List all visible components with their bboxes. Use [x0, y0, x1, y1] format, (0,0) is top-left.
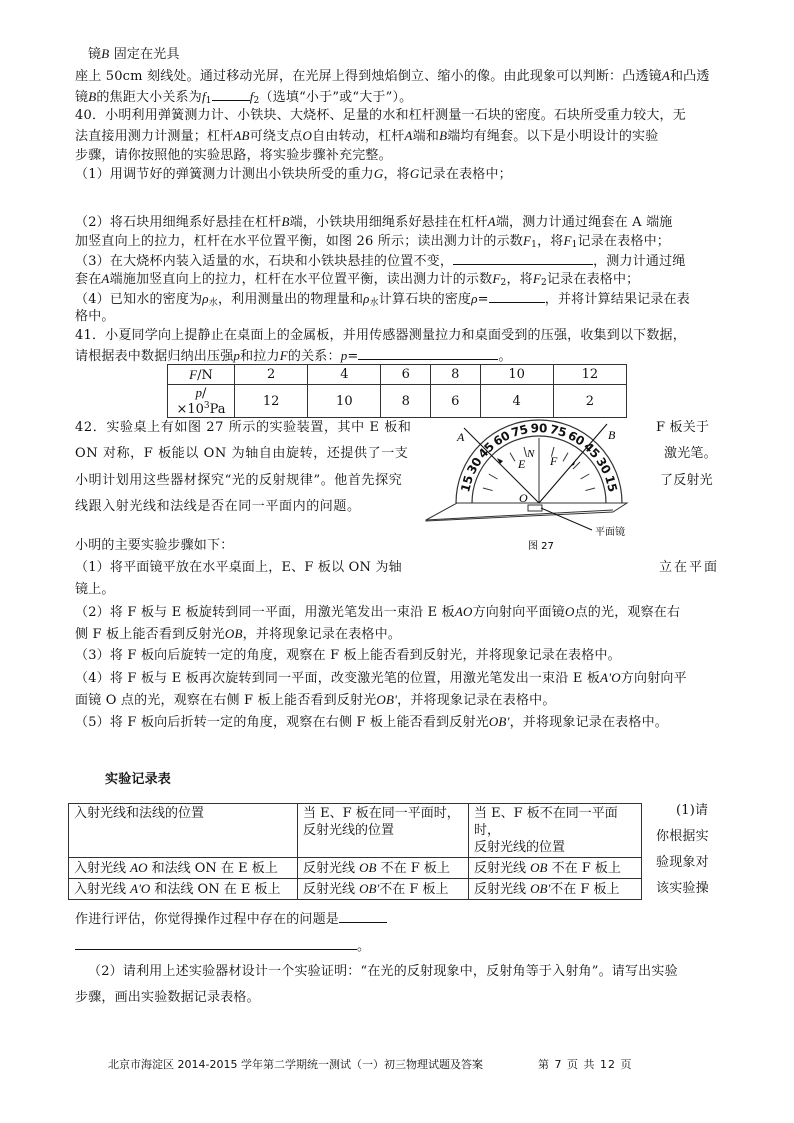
side-text-1: (1)请: [676, 803, 709, 818]
table-row: [69, 879, 642, 900]
q42-step2-line1: （2）将 F 板与 E 板旋转到同一平面，用激光笔发出一束沿 E 板AO方向射向平面镜O点的光，观察在右: [75, 604, 681, 620]
protractor-scale-label: 45: [580, 439, 603, 462]
table-cell: 12: [553, 365, 626, 385]
q42-stem-line2-right: 激光笔。: [664, 446, 717, 461]
q42-step1-right: 立在平面: [659, 560, 720, 575]
table-row: [69, 858, 642, 879]
header-incident-position: 入射光线和法线的位置: [69, 804, 298, 858]
protractor-scale-label: 60: [565, 428, 587, 449]
label-E: E: [518, 457, 526, 471]
q40-step3-line1: （3）在大烧杯内装入适量的水，石块和小铁块悬挂的位置不变， ，测力计通过绳: [75, 254, 686, 269]
q42-step3: （3）将 F 板向后旋转一定的角度，观察在 F 板上能否看到反射光，并将现象记录在表格中。: [75, 648, 621, 663]
q42-stem-line3-right: 了反射光: [660, 473, 713, 488]
side-text-3: 验现象对: [656, 855, 709, 870]
protractor-tick: [483, 488, 493, 491]
q40-step2-line1: （2）将石块用细绳系好悬挂在杠杆B端，小铁块用细绳系好悬挂在杠杆A端，测力计通过绳套在 A 端施: [75, 214, 673, 230]
evaluation-line2: 。: [75, 937, 370, 955]
protractor-tick: [585, 488, 595, 491]
table-cell: 4: [480, 385, 553, 418]
protractor-scale-label: 45: [475, 439, 498, 462]
experiment-record-table: [68, 803, 642, 900]
answer-blank[interactable]: [453, 252, 593, 265]
q40-step4-line1: （4）已知水的密度为$\rho_水$，利用测量出的物理量和$\rho_水$计算石块的密度ρ= ，并将计算结果记录在表: [75, 291, 690, 308]
mirror-label: 平面镜: [595, 527, 625, 538]
table-header-row: [69, 804, 642, 858]
table-cell: 反射光线 OB 不在 F 板上: [298, 858, 469, 879]
record-table-title: 实验记录表: [105, 772, 172, 787]
header-different-plane: 当 E、F 板不在同一平面时， 反射光线的位置: [469, 804, 642, 858]
answer-blank[interactable]: [75, 937, 357, 950]
protractor-scale-label: 75: [509, 422, 530, 440]
protractor-scale-label: 30: [593, 455, 614, 477]
q42-stem-line1-right: F 板关于: [656, 420, 710, 435]
table-cell: 12: [235, 385, 308, 418]
q42-stem-line1: 42．实验桌上有如图 27 所示的实验装置，其中 E 板和: [75, 420, 412, 435]
table-cell: 2: [553, 385, 626, 418]
table-cell: 反射光线 OB 不在 F 板上: [469, 858, 642, 879]
protractor-scale-label: 90: [530, 421, 548, 436]
figure-27-reflection-apparatus: [420, 410, 660, 555]
q42-step1: （1）将平面镜平放在水平桌面上，E、F 板以 ON 为轴: [75, 560, 402, 575]
label-B: B: [608, 428, 616, 442]
figure-caption: 图 27: [528, 541, 554, 552]
q41-stem-line2: 请根据表中数据归纳出压强p和拉力F的关系：p= 。: [75, 348, 512, 364]
side-text-4: 该实验操: [656, 881, 709, 896]
arrow-icon: [497, 458, 503, 464]
protractor-scale-label: 30: [464, 455, 485, 477]
q42-step5: （5）将 F 板向后折转一定的角度，观察在右侧 F 板上能否看到反射光OB'，并将现象记录在表格中。: [75, 714, 668, 730]
q42-step4-line2: 面镜 O 点的光，观察在右侧 F 板上能否看到反射光OB'，并将现象记录在表格中。: [75, 692, 556, 708]
plane-mirror: [528, 505, 542, 511]
protractor-tick: [581, 474, 590, 479]
protractor-scale-label: 75: [548, 422, 569, 440]
protractor-tick: [498, 462, 505, 469]
label-F: F: [550, 454, 558, 468]
q42-steps-intro: 小明的主要实验步骤如下：: [75, 538, 234, 553]
q40-step1: （1）用调节好的弹簧测力计测出小铁块所受的重力G，将G记录在表格中；: [75, 166, 512, 182]
table-cell: 入射光线 AO 和法线 ON 在 E 板上: [69, 858, 298, 879]
q42-step1-line2: 镜上。: [75, 582, 115, 597]
table-cell: 6: [381, 365, 431, 385]
q40-step3-line2: 套在A端施加竖直向上的拉力，杠杆在水平位置平衡，读出测力计的示数$F_2$，将$F_2$记录在表格中；: [75, 271, 640, 288]
q42-part2-line1: （2）请利用上述实验器材设计一个实验证明：“在光的反射现象中，反射角等于入射角”。请写出实验: [88, 964, 678, 979]
table-cell: 2: [235, 365, 308, 385]
q41-stem-line1: 41．小夏同学向上提静止在桌面上的金属板，并用传感器测量拉力和桌面受到的压强，收集到以下数据，: [75, 328, 686, 343]
table-row: [168, 365, 627, 385]
q42-step2-line2: 侧 F 板上能否看到反射光OB，并将现象记录在表格中。: [75, 626, 402, 642]
table-cell: 4: [308, 365, 381, 385]
table-cell: 反射光线 OB'不在 F 板上: [469, 879, 642, 900]
q42-step4-line1: （4）将 F 板与 E 板再次旋转到同一平面，改变激光笔的位置，用激光笔发出一束沿 E 板A'O方向射向平: [75, 670, 687, 686]
line-continued-1: 镜B 固定在光具: [88, 46, 180, 62]
label-A: A: [457, 430, 465, 444]
answer-blank[interactable]: [339, 910, 387, 923]
table-cell: 6: [430, 385, 480, 418]
protractor-tick: [489, 474, 498, 479]
table-cell: 入射光线 A'O 和法线 ON 在 E 板上: [69, 879, 298, 900]
q40-stem-line2: 法直接用测力计测量；杠杆AB可绕支点O自由转动，杠杆A端和B端均有绳套。以下是小明设计的实验: [75, 128, 659, 144]
q40-stem-line3: 步骤，请你按照他的实验思路，将实验步骤补充完整。: [75, 148, 392, 163]
q42-part2-line2: 步骤，画出实验数据记录表格。: [75, 990, 260, 1005]
header-same-plane: 当 E、F 板在同一平面时， 反射光线的位置: [298, 804, 469, 858]
line-continued-2: 座上 50cm 刻线处。通过移动光屏，在光屏上得到烛焰倒立、缩小的像。由此现象可以判断：凸透镜A和凸透: [75, 68, 710, 84]
protractor-scale-label: 15: [458, 473, 476, 494]
q42-stem-line2: ON 对称，F 板能以 ON 为轴自由旋转，还提供了一支: [75, 446, 409, 461]
table-cell: 8: [430, 365, 480, 385]
footer-title: 北京市海淀区 2014-2015 学年第二学期统一测试（一）初三物理试题及答案: [108, 1058, 483, 1071]
table-cell: 8: [381, 385, 431, 418]
protractor-tick: [510, 453, 515, 462]
row-header-pressure: $p/\times 10^3Pa$: [168, 385, 235, 418]
footer-page-number: 第 7 页 共 12 页: [538, 1058, 633, 1071]
line-continued-3: 镜B的焦距大小关系为$f_1$ $f_2$（选填“小于”或“大于”）。: [75, 89, 413, 106]
answer-blank[interactable]: [358, 347, 498, 360]
q40-step2-line2: 加竖直向上的拉力，杠杆在水平位置平衡，如图 26 所示；读出测力计的示数$F_1$，将$F_1$记录在表格中；: [75, 233, 671, 250]
label-O: O: [519, 491, 528, 505]
table-cell: 反射光线 OB'不在 F 板上: [298, 879, 469, 900]
row-header-force: F/N: [168, 365, 235, 385]
q40-step4-line2: 格中。: [75, 309, 115, 324]
protractor-scale-label: 15: [602, 473, 620, 494]
answer-blank[interactable]: [212, 88, 250, 101]
q42-stem-line4: 线跟入射光线和法线是否在同一平面内的问题。: [75, 499, 361, 514]
q40-stem-line1: 40．小明利用弹簧测力计、小铁块、大烧杯、足量的水和杠杆测量一石块的密度。石块所受重力较大，无: [75, 108, 686, 123]
protractor-scale-label: 60: [491, 428, 513, 449]
label-N: N: [527, 448, 535, 460]
side-text-2: 你根据实: [656, 829, 709, 844]
answer-blank[interactable]: [489, 290, 545, 303]
table-cell: 10: [308, 385, 381, 418]
q42-stem-line3: 小明计划用这些器材探究“光的反射规律”。他首先探究: [75, 473, 403, 488]
evaluation-line1: 作进行评估，你觉得操作过程中存在的问题是: [75, 910, 387, 928]
protractor-tick: [563, 453, 568, 462]
table-cell: 10: [480, 365, 553, 385]
